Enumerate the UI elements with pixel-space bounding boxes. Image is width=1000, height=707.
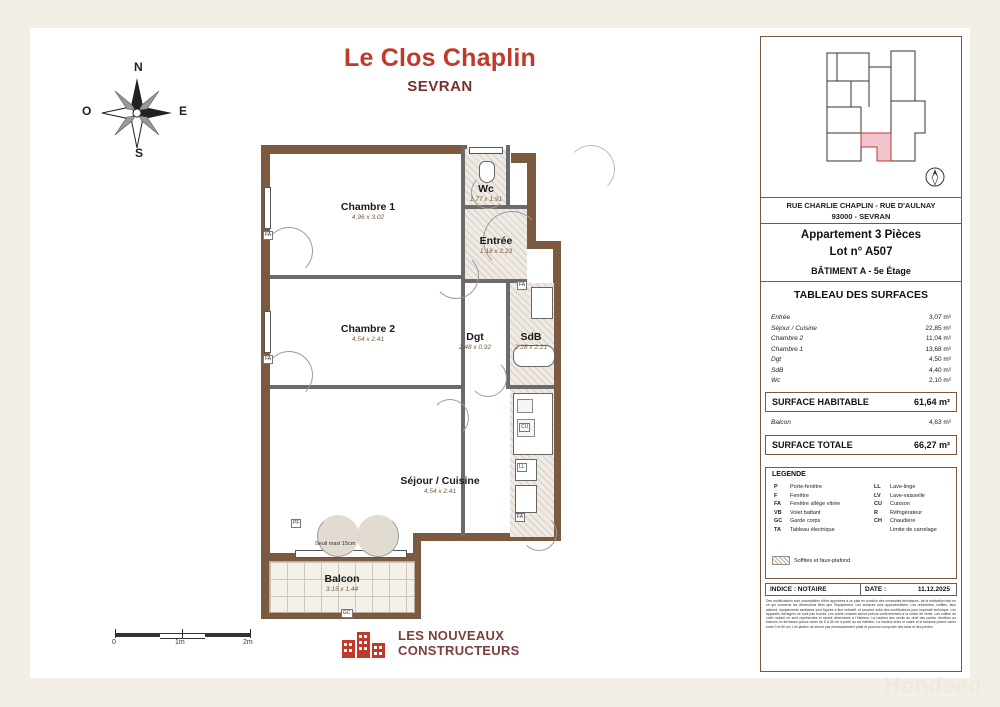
date-value: 11.12.2025 — [917, 586, 950, 593]
tag-pf-sejour: PF — [293, 520, 300, 526]
legend-column-right — [874, 483, 937, 535]
legend-key: LV — [874, 492, 881, 499]
legend-key: R — [874, 509, 878, 516]
apartment-type: Appartement 3 Pièces — [800, 229, 922, 241]
disclaimer-text: Des modifications sont susceptibles d'être apportées à ce plan en fonction des nécessités techniques, de la réalisation tant en ce qui concerne les dimensions lièes que l'équipement. Les surfaces sont approximatives. Les retombées, soffites, faux plafond, équipements sanitaires sont figurés à titre indicatif, et peuvent subir des modifications pour impératif technique. Les appareils ménagers ne sont pas fournis. Les volets roulants seront prévus conformément à la notice de vente. Les coffres de volet roulant ne sont représentés et seront déterminés à l'intérieur. La hauteur des seuils au droit des portes -fenêtres ou balcons ou terrasses pourra varier de 5 à 35 cm à partir du sol intérieur. La hauteur entre le cadre et le terrasse pourra varier entre 0 et 80 cm. Les jardins ne seront pas nécessairement plats et pourront comporter des talus et des pentes. — [766, 599, 956, 629]
legend-value: Lave-vaisselle — [890, 492, 925, 499]
tag-gc-balcon: GC — [343, 610, 351, 616]
legend-item — [774, 492, 840, 501]
tag-fa-entree: FA — [519, 282, 526, 288]
room-name: Chambre 1 — [340, 201, 396, 213]
room-label-dgt — [447, 331, 503, 352]
legend-item — [774, 517, 840, 526]
room-dims: 2.28 x 2.21 — [514, 344, 548, 351]
note-seuil: Seuil maxi 15cm — [315, 541, 356, 547]
surface-name: Chambre 1 — [771, 345, 804, 353]
legend-value: Garde corps — [790, 518, 821, 525]
surface-name: Séjour / Cuisine — [771, 324, 817, 332]
surface-value: 4,40 m² — [928, 366, 951, 374]
legend-box — [765, 467, 957, 579]
wall-balcony-left — [261, 553, 269, 613]
surface-name: SdB — [771, 366, 784, 374]
surface-name: Chambre 2 — [771, 335, 804, 342]
room-name: Wc — [478, 183, 494, 195]
room-label-sdb — [503, 331, 559, 352]
logo-line2: CONSTRUCTEURS — [398, 643, 520, 658]
scale-bar — [105, 623, 265, 647]
surface-value: 22,85 m² — [925, 324, 951, 332]
legend-value: Fenêtre allège vitrée — [790, 501, 841, 508]
page-title: Le Clos Chaplin — [344, 44, 536, 72]
legend-item — [774, 526, 840, 535]
legend-value: Réfrigérateur — [890, 509, 923, 516]
wall-top-right — [511, 153, 527, 163]
balcony-row — [771, 419, 951, 426]
legend-key: VB — [774, 509, 782, 516]
window-chambre2[interactable] — [264, 311, 271, 353]
room-label-entree — [465, 235, 527, 256]
room-dims: 2.48 x 0.92 — [458, 344, 492, 351]
address-line-2: 93000 - SEVRAN — [831, 212, 891, 221]
legend-key: CH — [874, 518, 882, 525]
surface-value: 4,50 m² — [928, 356, 951, 363]
surfaces-list — [771, 313, 951, 387]
surface-value: 3,07 m² — [928, 314, 951, 321]
room-name: Chambre 2 — [340, 323, 396, 335]
room-dims: 4.54 x 2.41 — [351, 336, 385, 343]
legend-value: Limite de carrelage — [890, 526, 937, 533]
surface-row — [771, 334, 951, 345]
room-name: Dgt — [466, 331, 484, 343]
address-divider — [761, 223, 961, 224]
wall-right-lower — [553, 241, 561, 541]
building-floor: BÂTIMENT A - 5e Étage — [811, 266, 911, 276]
room-name: Entrée — [479, 235, 513, 247]
legend-key — [874, 526, 890, 535]
apartment-divider — [761, 281, 961, 282]
surface-name: Wc — [771, 377, 781, 384]
legend-item — [874, 526, 937, 535]
compass-label-n: N — [134, 60, 143, 74]
plan-sheet — [30, 28, 970, 678]
hatch-swatch-icon — [772, 556, 790, 565]
key-plan — [765, 41, 957, 196]
surfaces-table-title: TABLEAU DES SURFACES — [794, 289, 928, 301]
scale-tick-1 — [182, 629, 183, 638]
surface-value: 13,68 m² — [925, 345, 951, 353]
surface-row — [771, 313, 951, 324]
legend-soffites-row — [772, 556, 850, 565]
wc-bowl — [479, 161, 495, 183]
legend-item — [774, 509, 840, 518]
kitchen-sink — [517, 399, 533, 413]
compass-label-s: S — [135, 146, 144, 160]
indice-row — [765, 583, 957, 596]
legend-value: Fenêtre — [790, 492, 809, 499]
room-label-sejour-cuisine — [375, 475, 505, 496]
door-sdb[interactable] — [469, 359, 507, 397]
date-label: DATE : — [865, 586, 887, 593]
surface-row — [771, 376, 951, 387]
legend-value: Lave-linge — [890, 484, 916, 490]
tag-fa-cuisine: FA — [517, 514, 524, 520]
compass-label-o: O — [82, 104, 92, 118]
tag-cu-cuisine: CU — [521, 424, 529, 430]
keyplan-compass-icon — [926, 168, 944, 186]
compass-rose — [82, 60, 192, 165]
logo-text — [398, 628, 520, 658]
door-service-right[interactable] — [521, 515, 557, 551]
legend-key: TA — [774, 526, 781, 533]
door-sejour-entry[interactable] — [431, 399, 469, 437]
room-name: Séjour / Cuisine — [400, 475, 480, 487]
tag-fa-chambre1: FA — [265, 232, 272, 238]
legend-key: CU — [874, 501, 882, 508]
window-wc[interactable] — [469, 147, 503, 154]
balcony-label: Balcon — [771, 419, 791, 426]
habitable-label: SURFACE HABITABLE — [772, 397, 869, 407]
scale-label-2m: 2m — [243, 639, 253, 646]
legend-value: Chaudière — [890, 518, 916, 525]
scale-label-0: 0 — [112, 639, 116, 646]
room-dims: 4.54 x 2.41 — [423, 488, 457, 495]
address-line-1: RUE CHARLIE CHAPLIN - RUE D'AULNAY — [786, 201, 936, 210]
apartment-info — [761, 227, 961, 281]
scale-tick-0 — [115, 629, 116, 638]
surface-row — [771, 324, 951, 335]
door-entrance-outer[interactable] — [567, 145, 615, 193]
legend-value: Cuisson — [890, 501, 910, 508]
total-value: 66,27 m² — [913, 440, 950, 450]
buildings-icon — [340, 626, 392, 660]
legend-item — [874, 509, 937, 518]
legend-key: GC — [774, 518, 783, 525]
surface-row — [771, 345, 951, 356]
legend-title: LEGENDE — [772, 471, 806, 478]
legend-item — [774, 500, 840, 509]
surface-value: 11,04 m² — [925, 335, 951, 342]
date-cell — [861, 584, 956, 595]
scale-label-1m: 1m — [175, 639, 185, 646]
floor-plan-drawing — [225, 123, 655, 633]
total-label: SURFACE TOTALE — [772, 440, 853, 450]
fridge — [515, 485, 537, 513]
door-dgt[interactable] — [433, 253, 479, 299]
scale-segment-1 — [115, 633, 160, 637]
surface-row — [771, 355, 951, 366]
room-label-chambre1 — [313, 201, 423, 222]
lot-number: Lot n° A507 — [829, 246, 893, 258]
key-plan-icon — [765, 41, 957, 196]
legend-key: FA — [774, 501, 782, 508]
surface-row — [771, 366, 951, 377]
room-label-wc — [455, 183, 517, 204]
legend-column-left — [774, 483, 840, 535]
balcony-value: 4,63 m² — [928, 419, 951, 426]
room-dims: 3.15 x 1.44 — [325, 586, 359, 593]
info-panel — [760, 36, 962, 672]
indice-label: INDICE : NOTAIRE — [766, 584, 861, 595]
window-chambre1[interactable] — [264, 187, 271, 229]
legend-value: Porte-fenêtre — [790, 484, 823, 490]
compass-label-e: E — [179, 104, 188, 118]
room-dims: 1.18 x 2.23 — [479, 248, 513, 255]
legend-item — [874, 517, 937, 526]
wall-top — [261, 145, 467, 154]
surface-name: Dgt — [771, 356, 782, 363]
legend-item — [774, 483, 840, 492]
room-name: Balcon — [324, 573, 360, 585]
watermark: Hondeed — [884, 673, 982, 698]
sink-sdb — [531, 287, 553, 319]
total-surface-box — [765, 435, 957, 455]
scale-segment-3 — [205, 633, 250, 637]
company-logo — [340, 626, 560, 666]
page-subtitle: SEVRAN — [407, 78, 473, 95]
legend-key: F — [774, 492, 778, 499]
logo-line1: LES NOUVEAUX — [398, 628, 505, 643]
surface-name: Entrée — [771, 314, 791, 321]
project-address — [761, 200, 961, 222]
door-balcony-left[interactable] — [317, 515, 359, 557]
habitable-value: 61,64 m² — [913, 397, 950, 407]
tag-fa-chambre2: FA — [265, 356, 272, 362]
door-balcony-right[interactable] — [357, 515, 399, 557]
keyplan-divider — [761, 197, 961, 198]
legend-item — [874, 500, 937, 509]
legend-key: LL — [874, 484, 881, 490]
habitable-surface-box — [765, 392, 957, 412]
scale-tick-2 — [250, 629, 251, 638]
legend-value: Volet battant — [790, 509, 821, 516]
legend-value: Tableau électrique — [790, 526, 835, 533]
legend-key: P — [774, 484, 778, 490]
room-dims: 1.77 x 1.91 — [469, 196, 503, 203]
legend-soffites-label: Soffites et faux-plafond — [794, 557, 851, 564]
room-label-balcon — [297, 573, 387, 594]
tag-ll-cuisine: LL — [519, 464, 525, 470]
room-dims: 4.96 x 3.02 — [351, 214, 385, 221]
surface-value: 2,10 m² — [928, 377, 951, 384]
room-label-chambre2 — [313, 323, 423, 344]
legend-item — [874, 492, 937, 501]
legend-item — [874, 483, 937, 492]
room-name: SdB — [520, 331, 542, 343]
